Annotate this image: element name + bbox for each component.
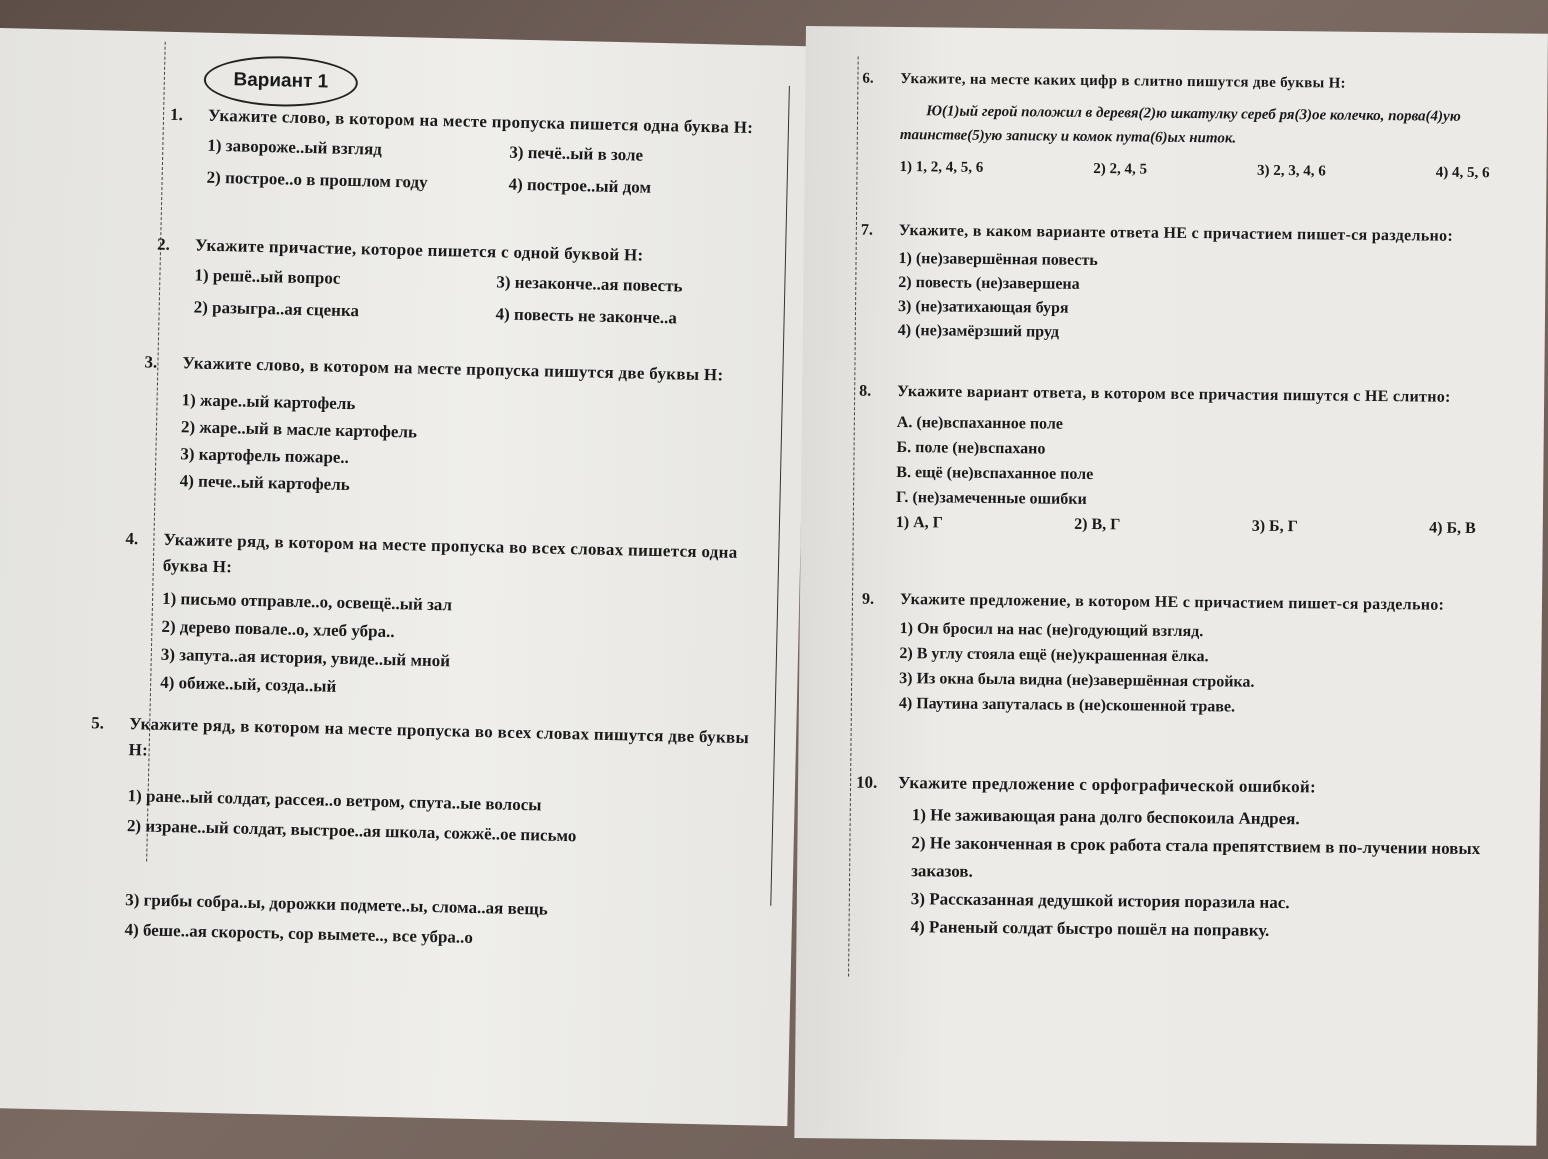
answer-option: 3) незаконче..ая повесть: [496, 272, 683, 296]
answer-option: 2) Не законченная в срок работа стала препятствием в по-лучении новых заказов.: [911, 833, 1481, 881]
answer-option: 4) Раненый солдат быстро пошёл на поправку.: [910, 917, 1270, 940]
answer-option: 2) повесть (не)завершена: [898, 273, 1080, 293]
question-text: Укажите, в каком варианте ответа НЕ с причастием пишет-ся раздельно:: [898, 221, 1454, 245]
answer-option: 1) Он бросил на нас (не)годующий взгляд.: [899, 620, 1204, 641]
question-number: 9.: [861, 590, 875, 608]
answer-option: 4) пече..ый картофель: [179, 471, 350, 495]
question-8: [859, 379, 1478, 541]
question-number: 6.: [862, 70, 874, 87]
question-1: [169, 103, 778, 204]
question-text: Укажите предложение с орфографической ошибкой:: [897, 773, 1317, 797]
answer-option: Б. поле (не)вспахано: [896, 438, 1046, 458]
answer-option: 4) обиже..ый, созда..ый: [159, 672, 337, 696]
question-number: 4.: [125, 528, 139, 549]
answer-option: 4) беше..ая скорость, сор вымете.., все убра..о: [124, 920, 474, 947]
question-number: 8.: [859, 382, 872, 400]
question-number: 10.: [855, 772, 878, 792]
answer-option: 4) повесть не законче..а: [495, 304, 678, 328]
answer-option: 4) Паутина запуталась в (не)скошенной траве.: [898, 695, 1236, 716]
question-7: [860, 219, 1479, 349]
answer-option: А. (не)вспаханное поле: [896, 413, 1064, 433]
answer-option: 1) (не)завершённая повесть: [898, 249, 1098, 270]
answer-option: 3) (не)затихающая буря: [897, 297, 1069, 317]
answer-option: 2) 2, 4, 5: [1093, 161, 1148, 178]
answer-option: 2) дерево повале..о, хлеб убра..: [161, 616, 395, 642]
answer-choice: 2) В, Г: [1074, 515, 1121, 534]
answer-option: 4) (не)замёрзший пруд: [897, 321, 1060, 341]
answer-option: 3) 2, 3, 4, 6: [1256, 162, 1326, 180]
answer-option: 1) 1, 2, 4, 5, 6: [899, 158, 984, 176]
question-text: Укажите причастие, которое пишется с одной буквой Н:: [194, 235, 644, 265]
answer-option: 1) решё..ый вопрос: [194, 265, 341, 288]
question-passage: Ю(1)ый герой положил в деревя(2)ю шкатулку сереб ря(3)ое колечко, порва(4)ую таинстве(5)ую записку и комок пута(6)ых ниток.: [899, 103, 1461, 147]
question-text: Укажите, на месте каких цифр в слитно пишутся две буквы Н:: [900, 70, 1346, 92]
question-text: Укажите предложение, в котором НЕ с причастием пишет-ся раздельно:: [899, 591, 1445, 614]
answer-option: 2) жаре..ый в масле картофель: [180, 417, 418, 442]
question-3: [144, 350, 772, 507]
question-5: [91, 711, 769, 959]
answer-option: 3) запута..ая история, увиде..ый мной: [160, 644, 451, 671]
question-number: 3.: [144, 352, 158, 372]
question-6: [862, 67, 1490, 185]
answer-option: 1) Не заживающая рана долго беспокоила Андрея.: [911, 805, 1300, 829]
answer-choice: 4) Б, В: [1429, 519, 1476, 538]
answer-option: 3) Из окна была видна (не)завершённая стройка.: [899, 670, 1255, 691]
question-10: [855, 769, 1498, 947]
answer-option: 3) Рассказанная дедушкой история поразила нас.: [910, 889, 1290, 913]
right-margin-line: [848, 57, 859, 977]
answer-option: 2) построе..о в прошлом году: [206, 167, 428, 192]
answer-option: Г. (не)замеченные ошибки: [895, 488, 1087, 508]
answer-option: 1) завороже..ый взгляд: [207, 135, 383, 159]
answer-option: 4) 4, 5, 6: [1435, 164, 1490, 182]
question-text: Укажите слово, в котором на месте пропуска пишутся две буквы Н:: [182, 353, 724, 385]
answer-option: 1) жаре..ый картофель: [181, 390, 356, 414]
answer-option: 3) грибы собра..ы, дорожки подмете..ы, сломa..ая вещь: [125, 890, 548, 919]
left-page: [0, 28, 812, 1126]
question-number: 2.: [156, 234, 171, 254]
question-4: [125, 527, 764, 711]
answer-choice: 1) А, Г: [895, 513, 943, 532]
answer-option: 2) разыгра..ая сценка: [193, 297, 360, 321]
variant-title: Вариант 1: [203, 55, 358, 108]
question-text: Укажите ряд, в котором на месте пропуска во всех словах пишутся две буквы Н:: [128, 714, 750, 760]
answer-option: В. ещё (не)вспаханное поле: [896, 463, 1094, 484]
question-9: [861, 587, 1480, 722]
question-number: 5.: [91, 713, 105, 733]
answer-option: 2) изране..ый солдат, выстрое..ая школа, сожжё..ое письмо: [126, 816, 577, 846]
answer-option: 1) ране..ый солдат, рассея..о ветром, спута..ые волосы: [127, 786, 542, 815]
question-text: Укажите слово, в котором на месте пропуска пишется одна буква Н:: [207, 105, 754, 138]
answer-option: 3) печё..ый в золе: [509, 142, 644, 165]
answer-option: 2) В углу стояла ещё (не)украшенная ёлка.: [899, 645, 1209, 666]
question-number: 1.: [169, 104, 184, 125]
question-2: [156, 232, 765, 333]
answer-choice: 3) Б, Г: [1251, 517, 1298, 536]
answer-option: 3) картофель пожаре..: [180, 444, 350, 468]
question-text: Укажите ряд, в котором на месте пропуска во всех словах пишется одна буква Н:: [162, 529, 738, 577]
answer-option: 4) построе..ый дом: [508, 174, 652, 197]
right-page: [794, 26, 1548, 1146]
answer-option: 1) письмо отправле..о, освещё..ый зал: [161, 588, 453, 615]
left-page-right-line: [770, 86, 790, 906]
question-text: Укажите вариант ответа, в котором все причастия пишутся с НЕ слитно:: [897, 382, 1451, 406]
question-number: 7.: [860, 221, 873, 239]
